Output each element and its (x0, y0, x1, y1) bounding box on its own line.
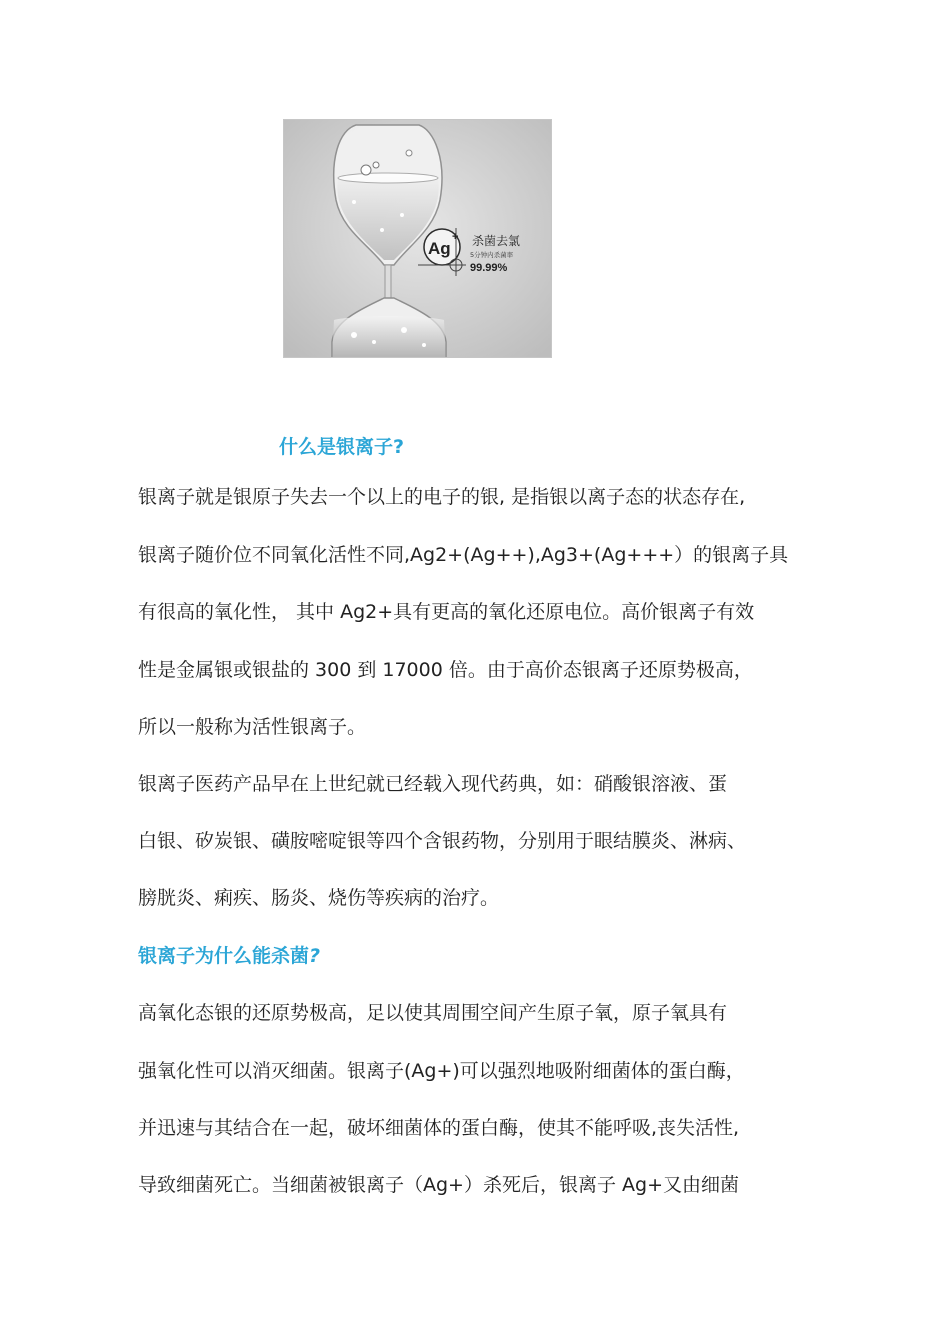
paragraph-line: 膀胱炎、痢疾、肠炎、烧伤等疾病的治疗。 (138, 887, 500, 909)
paragraph-line: 并迅速与其结合在一起，破坏细菌体的蛋白酶，使其不能呼吸,丧失活性, (138, 1117, 740, 1139)
heading-question-mark: ? (309, 945, 321, 967)
paragraph-line: 银离子随价位不同氧化活性不同,Ag2+(Ag++),Ag3+(Ag+++）的银离子具 (138, 544, 789, 566)
paragraph-line: 高氧化态银的还原势极高，足以使其周围空间产生原子氧，原子氧具有 (138, 1002, 728, 1024)
paragraph-line: 导致细菌死亡。当细菌被银离子（Ag+）杀死后，银离子 Ag+又由细菌 (138, 1174, 739, 1196)
paragraph-line: 银离子就是银原子失去一个以上的电子的银, 是指银以离子态的状态存在, (138, 486, 746, 508)
badge-symbol: Ag (428, 239, 451, 258)
hourglass-image (283, 119, 552, 358)
caption-sub: 5分钟内杀菌率 (470, 251, 514, 259)
paragraph-line: 有很高的氧化性， 其中 Ag2+具有更高的氧化还原电位。高价银离子有效 (138, 601, 755, 623)
paragraph-line: 强氧化性可以消灭细菌。银离子(Ag+)可以强烈地吸附细菌体的蛋白酶， (138, 1060, 745, 1082)
heading-what-is-silver-ion: 什么是银离子? (279, 436, 405, 458)
caption-percent: 99.99% (470, 262, 508, 274)
heading-text: 银离子为什么能杀菌 (138, 945, 310, 967)
paragraph-line: 性是金属银或银盐的 300 到 17000 倍。由于高价态银离子还原势极高， (138, 659, 753, 681)
heading-why-silver-ion-sterilizes (138, 941, 320, 968)
paragraph-line: 银离子医药产品早在上世纪就已经载入现代药典，如：硝酸银溶液、蛋 (138, 773, 728, 795)
caption-main: 杀菌去氯 (472, 234, 521, 248)
paragraph-line: 白银、矽炭银、磺胺嘧啶银等四个含银药物，分别用于眼结膜炎、淋病、 (138, 830, 747, 852)
hourglass-illustration (284, 120, 552, 358)
paragraph-line: 所以一般称为活性银离子。 (138, 716, 367, 738)
badge-superscript: + (452, 231, 459, 243)
